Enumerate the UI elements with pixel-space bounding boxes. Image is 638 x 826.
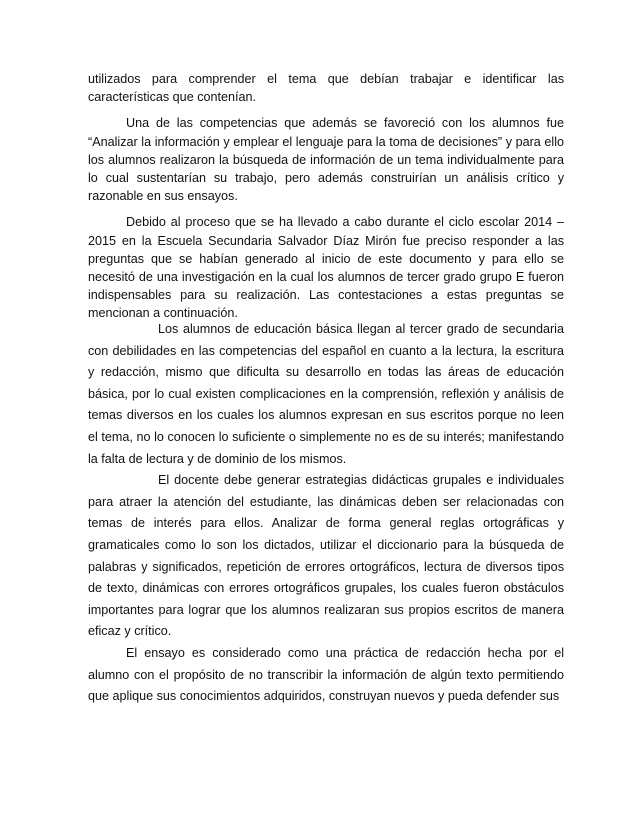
paragraph-ensayo: El ensayo es considerado como una práctica de redacción hecha por el alumno con el propósito de no transcribir la información de algún texto permitiendo que aplique sus conocimientos adquiridos, construyan nuevos y pueda defender sus xyxy=(88,645,564,704)
paragraph-continuation: utilizados para comprender el tema que debían trabajar e identificar las características que contenían. xyxy=(88,72,564,105)
paragraph-proceso: Debido al proceso que se ha llevado a cabo durante el ciclo escolar 2014 – 2015 en la Escuela Secundaria Salvador Díaz Mirón fue preciso responder a las preguntas que se habían generado al inicio de este documento y para ello se necesitó de una investigación en la cual los alumnos de tercer grado grupo E fueron indispensables para su realización. Las contestaciones a estas preguntas se mencionan a continuación. xyxy=(88,215,564,321)
paragraph-alumnos: Los alumnos de educación básica llegan al tercer grado de secundaria con debilidades en las competencias del español en cuanto a la lectura, la escritura y redacción, mismo que dificulta su desarrollo en todas las áreas de educación básica, por lo cual existen complicaciones en la comprensión, reflexión y análisis de temas diversos en los cuales los alumnos expresan en sus escritos porque no leen el tema, no lo conocen lo suficiente o simplemente no es de su interés; manifestando la falta de lectura y de dominio de los mismos. xyxy=(88,322,564,466)
body-section-bottom xyxy=(88,319,564,708)
body-section-top xyxy=(88,70,564,323)
paragraph-docente: El docente debe generar estrategias didácticas grupales e individuales para atraer la atención del estudiante, las dinámicas deben ser relacionadas con temas de interés para ellos. Analizar de forma general reglas ortográficas y gramaticales como lo son los dictados, utilizar el diccionario para la búsqueda de palabras y significados, repetición de errores ortográficos, lectura de diversos tipos de texto, dinámicas con errores ortográficos grupales, los cuales fueron obstáculos importantes para lograr que los alumnos realizaran sus propios escritos de manera eficaz y crítico. xyxy=(88,473,564,639)
paragraph-competencias: Una de las competencias que además se favoreció con los alumnos fue “Analizar la información y emplear el lenguaje para la toma de decisiones” y para ello los alumnos realizaron la búsqueda de información de un tema individualmente para lo cual sustentarían su trabajo, pero además construirían un análisis crítico y razonable en sus ensayos. xyxy=(88,116,564,204)
